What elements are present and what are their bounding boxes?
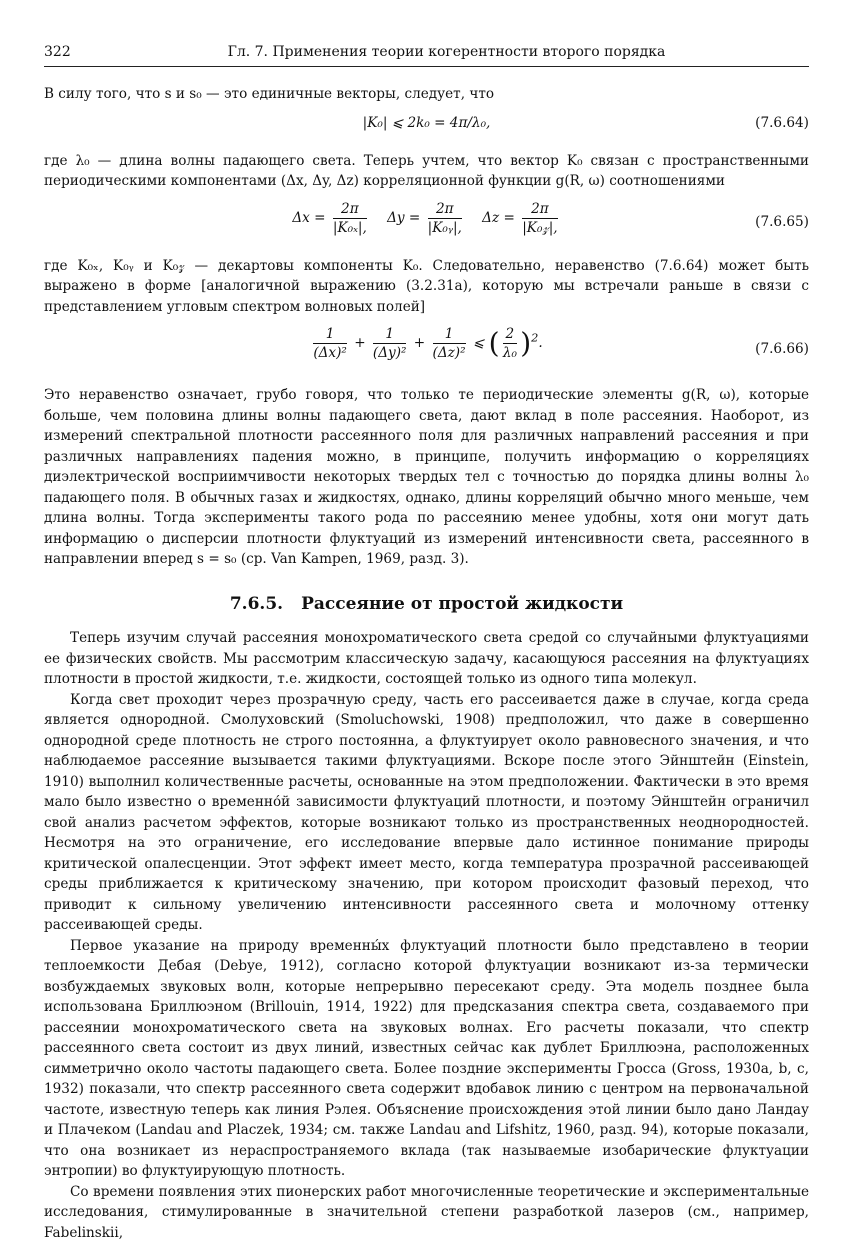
paragraph-2: где λ₀ — длина волны падающего света. Теперь учтем, что вектор K₀ связан с пространственными периодическими компонентами (Δx, Δy, Δz) корреляционной функции g(R, ω) соотношениями bbox=[44, 151, 809, 192]
section-number: 7.6.5. bbox=[230, 594, 283, 614]
equation-body: |K₀| ⩽ 2k₀ = 4π/λ₀, bbox=[44, 113, 809, 134]
equation-body bbox=[44, 200, 809, 237]
equation-number: (7.6.66) bbox=[755, 339, 809, 360]
eq-fraction: $\frac{1}{\text{(Δz)²}}$ bbox=[433, 325, 466, 362]
eq-fraction: $\frac{2}{\text{λ₀}}$ bbox=[503, 325, 518, 362]
paragraph-7: Первое указание на природу временны́х флуктуаций плотности было представлено в теории теплоемкости Дебая (Debye, 1912), согласно которой флуктуации возникают из-за термически возбуждаемых звуковых волн, которые непрерывно пересекают среду. Эта модель позднее была использована Бриллюэном (Brillouin, 1914, 1922) для предсказания спектра света, создаваемого при рассеянии монохроматического света на звуковых волнах. Его расчеты показали, что спектр рассеянного света состоит из двух линий, известных сейчас как дублет Бриллюэна, расположенных симметрично около частоты падающего света. Более поздние эксперименты Гросса (Gross, 1930a, b, c, 1932) показали, что спектр рассеянного света содержит вдобавок линию с центром на первоначальной частоте, известную теперь как линия Рэлея. Объяснение происхождения этой линии было дано Ландау и Плачеком (Landau and Placzek, 1934; см. также Landau and Lifshitz, 1960, разд. 94), которые показали, что она возникает из нераспространяемого вклада (так называемые изобарические флуктуации энтропии) во флуктуирующую плотность. bbox=[44, 936, 809, 1182]
paragraph-1: В силу того, что s и s₀ — это единичные векторы, следует, что bbox=[44, 84, 809, 105]
paragraph-8: Со времени появления этих пионерских работ многочисленные теоретические и экспериментальные исследования, стимулированные в значительной степени разработкой лазеров (см., например, Fabelinskii, bbox=[44, 1182, 809, 1243]
eq-dz-label: Δz = bbox=[482, 210, 515, 226]
running-head-title: Гл. 7. Применения теории когерентности второго порядка bbox=[44, 44, 809, 60]
eq-fraction: $\frac{1}{\text{(Δx)²}}$ bbox=[313, 325, 347, 362]
equation-7-6-65 bbox=[44, 198, 809, 256]
eq-dx-label: Δx = bbox=[292, 210, 325, 226]
equation-7-6-64 bbox=[44, 113, 809, 151]
eq-fraction: $\frac{2\pi}{\text{|K₀𝓏|,}}$ bbox=[522, 200, 557, 237]
equation-number: (7.6.64) bbox=[755, 113, 809, 134]
equation-number: (7.6.65) bbox=[755, 212, 809, 233]
eq-fraction: $\frac{1}{\text{(Δy)²}}$ bbox=[373, 325, 407, 362]
section-title: Рассеяние от простой жидкости bbox=[301, 594, 623, 614]
page-number: 322 bbox=[44, 44, 71, 60]
section-heading bbox=[44, 594, 809, 615]
equation-7-6-66 bbox=[44, 323, 809, 385]
running-header bbox=[44, 40, 809, 67]
paragraph-3: где K₀ₓ, K₀ᵧ и K₀𝓏 — декартовы компоненты K₀. Следовательно, неравенство (7.6.64) может быть выражено в форме [аналогичной выражению (3.2.31а), которую мы встречали раньше в связи с представлением угловым спектром волновых полей] bbox=[44, 256, 809, 318]
equation-body: $\frac{1}{\text{(Δx)²}}$ + $\frac{1}{\text{(Δy)²}}$ + $\frac{1}{\text{(Δz)²}}$ ⩽ ( $\frac{2}{\text{λ₀}}$ )$^2$. bbox=[44, 325, 809, 362]
body-text bbox=[44, 84, 809, 1243]
eq-dy-label: Δy = bbox=[387, 210, 420, 226]
paragraph-5: Теперь изучим случай рассеяния монохроматического света средой со случайными флуктуациями ее физических свойств. Мы рассмотрим классическую задачу, касающуюся рассеяния на флуктуациях плотности в простой жидкости, т.е. жидкости, состоящей только из одного типа молекул. bbox=[44, 628, 809, 690]
eq-fraction: $\frac{2\pi}{\text{|K₀ᵧ|,}}$ bbox=[428, 200, 462, 237]
eq-fraction: $\frac{2\pi}{\text{|K₀ₓ|,}}$ bbox=[333, 200, 367, 237]
paragraph-6: Когда свет проходит через прозрачную среду, часть его рассеивается даже в случае, когда среда является однородной. Смолуховский (Smoluchowski, 1908) предположил, что даже в совершенно однородной среде плотность не строго постоянна, а флуктуирует около равновесного значения, и что наблюдаемое рассеяние вызывается такими флуктуациями. Вскоре после этого Эйнштейн (Einstein, 1910) выполнил количественные расчеты, основанные на этом предположении. Фактически в это время мало было известно о временно́й зависимости флуктуаций плотности, и поэтому Эйнштейн ограничил свой анализ расчетом эффектов, которые возникают только из пространственных неоднородностей. Несмотря на это ограничение, его исследование впервые дало истинное понимание природы критической опалесценции. Этот эффект имеет место, когда температура прозрачной рассеивающей среды приближается к критическому значению, при котором происходит фазовый переход, что приводит к сильному увеличению интенсивности рассеянного света и молочному оттенку рассеивающей среды. bbox=[44, 690, 809, 936]
paragraph-4: Это неравенство означает, грубо говоря, что только те периодические элементы g(R, ω), которые больше, чем половина длины волны падающего света, дают вклад в поле рассеяния. Наоборот, из измерений спектральной плотности рассеянного поля для различных направлений рассеяния и при различных направлениях падения можно, в принципе, получить информацию о корреляциях диэлектрической восприимчивости некоторых твердых тел с точностью до порядка длины волны λ₀ падающего поля. В обычных газах и жидкостях, однако, длины корреляций обычно много меньше, чем длина волны. Тогда эксперименты такого рода по рассеянию менее удобны, хотя они могут дать информацию о дисперсии плотности флуктуаций из измерений интенсивности света, рассеянного в направлении вперед s = s₀ (ср. Van Kampen, 1969, разд. 3). bbox=[44, 385, 809, 570]
